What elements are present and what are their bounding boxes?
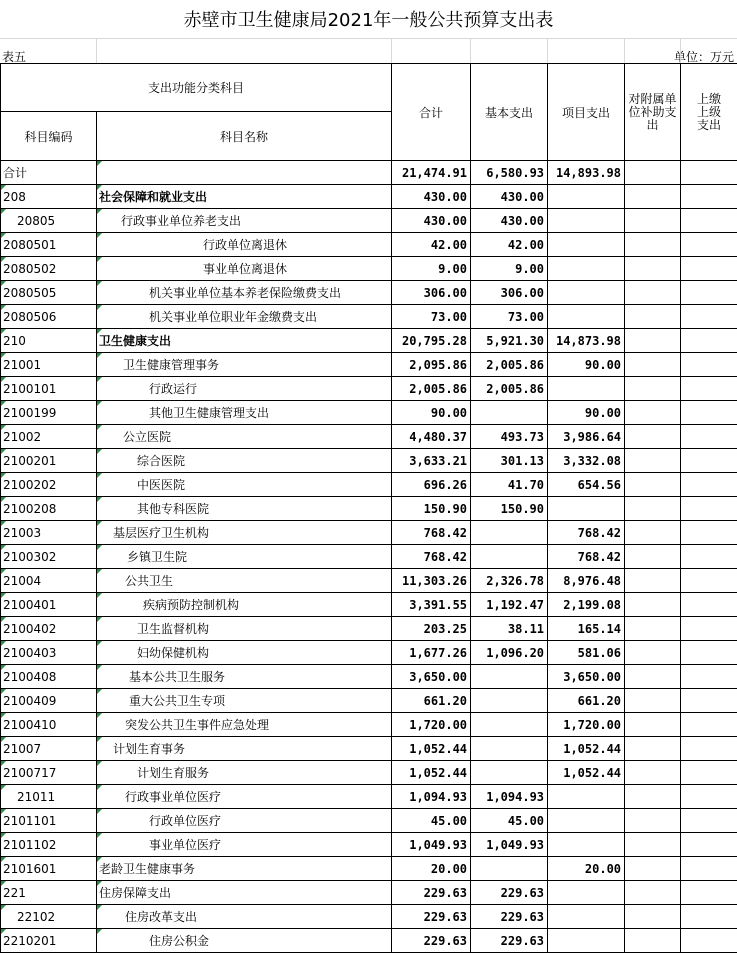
table-row (1, 377, 737, 401)
cell-code: 2080502 (1, 257, 97, 281)
cell-name: 住房公积金 (97, 929, 392, 953)
table-row (1, 737, 737, 761)
cell-name: 行政单位离退休 (97, 233, 392, 257)
cell-upper (681, 617, 737, 641)
table-row (1, 833, 737, 857)
cell-subsidy (625, 401, 681, 425)
cell-total: 4,480.37 (392, 425, 471, 449)
cell-total: 1,720.00 (392, 713, 471, 737)
table-row (1, 281, 737, 305)
cell-upper (681, 209, 737, 233)
cell-project: 20.00 (548, 857, 625, 881)
cell-subsidy (625, 593, 681, 617)
cell-total: 45.00 (392, 809, 471, 833)
cell-code: 2101102 (1, 833, 97, 857)
table-row (1, 401, 737, 425)
cell-upper (681, 281, 737, 305)
cell-total: 2,095.86 (392, 353, 471, 377)
table-row (1, 809, 737, 833)
cell-name: 重大公共卫生专项 (97, 689, 392, 713)
header-code: 科目编码 (1, 112, 97, 161)
cell-project (548, 305, 625, 329)
cell-code: 2100401 (1, 593, 97, 617)
cell-subsidy (625, 929, 681, 953)
cell-upper (681, 737, 737, 761)
cell-upper (681, 761, 737, 785)
cell-project (548, 185, 625, 209)
cell-total: 20,795.28 (392, 329, 471, 353)
header-basic: 基本支出 (471, 64, 548, 161)
cell-name: 基层医疗卫生机构 (97, 521, 392, 545)
cell-name: 住房改革支出 (97, 905, 392, 929)
grid-line (96, 38, 97, 64)
cell-project: 581.06 (548, 641, 625, 665)
cell-project (548, 905, 625, 929)
cell-basic: 6,580.93 (471, 161, 548, 185)
cell-upper (681, 545, 737, 569)
cell-upper (681, 833, 737, 857)
cell-code: 2100402 (1, 617, 97, 641)
cell-code: 2100202 (1, 473, 97, 497)
cell-project: 3,332.08 (548, 449, 625, 473)
header-upper (681, 64, 737, 161)
cell-basic (471, 545, 548, 569)
cell-code: 2100410 (1, 713, 97, 737)
unit-label: 单位：万元 (673, 50, 734, 64)
cell-project: 768.42 (548, 545, 625, 569)
cell-code: 2080505 (1, 281, 97, 305)
cell-subsidy (625, 641, 681, 665)
cell-subsidy (625, 761, 681, 785)
cell-project: 1,052.44 (548, 737, 625, 761)
cell-project: 3,986.64 (548, 425, 625, 449)
cell-total: 229.63 (392, 905, 471, 929)
cell-upper (681, 929, 737, 953)
cell-total: 1,052.44 (392, 737, 471, 761)
cell-name: 乡镇卫生院 (97, 545, 392, 569)
cell-basic: 73.00 (471, 305, 548, 329)
table-row (1, 593, 737, 617)
cell-basic: 150.90 (471, 497, 548, 521)
cell-total: 90.00 (392, 401, 471, 425)
cell-name: 基本公共卫生服务 (97, 665, 392, 689)
cell-project: 661.20 (548, 689, 625, 713)
cell-subsidy (625, 881, 681, 905)
cell-code: 210 (1, 329, 97, 353)
cell-subsidy (625, 569, 681, 593)
cell-subsidy (625, 545, 681, 569)
cell-upper (681, 641, 737, 665)
header-name: 科目名称 (97, 112, 392, 161)
subtitle-row (0, 38, 737, 64)
cell-total: 1,677.26 (392, 641, 471, 665)
cell-basic: 1,049.93 (471, 833, 548, 857)
table-row (1, 305, 737, 329)
cell-project (548, 881, 625, 905)
cell-project: 8,976.48 (548, 569, 625, 593)
grid-line (547, 38, 548, 64)
cell-subsidy (625, 497, 681, 521)
cell-code: 21002 (1, 425, 97, 449)
table-number: 表五 (2, 50, 27, 64)
cell-upper (681, 809, 737, 833)
header-category: 支出功能分类科目 (1, 64, 392, 112)
cell-upper (681, 401, 737, 425)
cell-total: 661.20 (392, 689, 471, 713)
cell-upper (681, 425, 737, 449)
cell-basic: 229.63 (471, 905, 548, 929)
header-subsidy-text: 对附属单位补助支出 (628, 91, 677, 132)
grid-line (470, 38, 471, 64)
cell-upper (681, 689, 737, 713)
cell-total: 11,303.26 (392, 569, 471, 593)
cell-basic: 1,096.20 (471, 641, 548, 665)
cell-basic (471, 761, 548, 785)
cell-name: 行政事业单位医疗 (97, 785, 392, 809)
cell-project (548, 209, 625, 233)
cell-basic: 229.63 (471, 929, 548, 953)
cell-code: 2100201 (1, 449, 97, 473)
cell-subsidy (625, 425, 681, 449)
table-row (1, 929, 737, 953)
cell-total: 696.26 (392, 473, 471, 497)
cell-code: 2100208 (1, 497, 97, 521)
cell-name: 事业单位医疗 (97, 833, 392, 857)
cell-basic: 9.00 (471, 257, 548, 281)
cell-project (548, 785, 625, 809)
cell-subsidy (625, 449, 681, 473)
cell-upper (681, 521, 737, 545)
cell-project (548, 929, 625, 953)
table-row (1, 713, 737, 737)
table-row (1, 497, 737, 521)
cell-basic: 2,005.86 (471, 353, 548, 377)
cell-basic (471, 521, 548, 545)
cell-basic: 1,192.47 (471, 593, 548, 617)
cell-project (548, 833, 625, 857)
cell-subsidy (625, 281, 681, 305)
cell-project (548, 377, 625, 401)
cell-name: 公共卫生 (97, 569, 392, 593)
table-row (1, 473, 737, 497)
cell-name: 住房保障支出 (97, 881, 392, 905)
cell-project (548, 497, 625, 521)
cell-subsidy (625, 329, 681, 353)
table-row (1, 161, 737, 185)
cell-project (548, 257, 625, 281)
table-row (1, 209, 737, 233)
cell-subsidy (625, 833, 681, 857)
cell-name: 妇幼保健机构 (97, 641, 392, 665)
cell-subsidy (625, 233, 681, 257)
cell-total: 768.42 (392, 521, 471, 545)
cell-code: 2100403 (1, 641, 97, 665)
cell-subsidy (625, 521, 681, 545)
cell-basic: 2,005.86 (471, 377, 548, 401)
cell-upper (681, 377, 737, 401)
table-row (1, 881, 737, 905)
cell-upper (681, 353, 737, 377)
table-row (1, 569, 737, 593)
cell-name: 其他卫生健康管理支出 (97, 401, 392, 425)
cell-total: 73.00 (392, 305, 471, 329)
sheet-title: 赤壁市卫生健康局2021年一般公共预算支出表 (0, 0, 737, 39)
table-row (1, 617, 737, 641)
cell-total: 150.90 (392, 497, 471, 521)
cell-basic: 5,921.30 (471, 329, 548, 353)
cell-project: 14,873.98 (548, 329, 625, 353)
cell-name: 公立医院 (97, 425, 392, 449)
header-project: 项目支出 (548, 64, 625, 161)
cell-code: 21011 (1, 785, 97, 809)
grid-line (391, 38, 392, 64)
cell-upper (681, 881, 737, 905)
cell-name: 行政运行 (97, 377, 392, 401)
cell-name: 其他专科医院 (97, 497, 392, 521)
cell-upper (681, 665, 737, 689)
cell-name: 中医医院 (97, 473, 392, 497)
table-body (1, 161, 737, 953)
header-total: 合计 (392, 64, 471, 161)
cell-upper (681, 233, 737, 257)
cell-subsidy (625, 617, 681, 641)
cell-total: 1,049.93 (392, 833, 471, 857)
cell-code: 合计 (1, 161, 97, 185)
cell-total: 768.42 (392, 545, 471, 569)
cell-project: 165.14 (548, 617, 625, 641)
table-row (1, 785, 737, 809)
cell-total: 1,052.44 (392, 761, 471, 785)
cell-subsidy (625, 185, 681, 209)
cell-name: 计划生育事务 (97, 737, 392, 761)
cell-code: 21004 (1, 569, 97, 593)
cell-code: 2101101 (1, 809, 97, 833)
cell-name: 疾病预防控制机构 (97, 593, 392, 617)
cell-basic: 1,094.93 (471, 785, 548, 809)
cell-total: 1,094.93 (392, 785, 471, 809)
cell-name: 卫生健康支出 (97, 329, 392, 353)
cell-upper (681, 569, 737, 593)
cell-project: 1,052.44 (548, 761, 625, 785)
cell-project: 14,893.98 (548, 161, 625, 185)
cell-project (548, 809, 625, 833)
cell-upper (681, 593, 737, 617)
cell-code: 2100101 (1, 377, 97, 401)
table-row (1, 233, 737, 257)
cell-subsidy (625, 305, 681, 329)
cell-name: 行政事业单位养老支出 (97, 209, 392, 233)
cell-code: 22102 (1, 905, 97, 929)
cell-subsidy (625, 809, 681, 833)
cell-total: 229.63 (392, 881, 471, 905)
cell-project (548, 281, 625, 305)
cell-basic: 229.63 (471, 881, 548, 905)
cell-upper (681, 857, 737, 881)
cell-total: 3,633.21 (392, 449, 471, 473)
header-subsidy (625, 64, 681, 161)
cell-subsidy (625, 473, 681, 497)
table-row (1, 329, 737, 353)
cell-basic: 430.00 (471, 185, 548, 209)
cell-upper (681, 713, 737, 737)
cell-code: 21003 (1, 521, 97, 545)
cell-subsidy (625, 257, 681, 281)
cell-upper (681, 449, 737, 473)
cell-project: 2,199.08 (548, 593, 625, 617)
cell-basic: 2,326.78 (471, 569, 548, 593)
cell-name: 老龄卫生健康事务 (97, 857, 392, 881)
cell-basic: 493.73 (471, 425, 548, 449)
cell-code: 2100717 (1, 761, 97, 785)
table-row (1, 857, 737, 881)
grid-line (680, 38, 681, 64)
cell-code: 2100408 (1, 665, 97, 689)
cell-basic: 430.00 (471, 209, 548, 233)
cell-total: 9.00 (392, 257, 471, 281)
cell-upper (681, 257, 737, 281)
table-row (1, 689, 737, 713)
cell-subsidy (625, 353, 681, 377)
cell-total: 229.63 (392, 929, 471, 953)
cell-subsidy (625, 737, 681, 761)
cell-name (97, 161, 392, 185)
cell-basic (471, 665, 548, 689)
cell-code: 2100409 (1, 689, 97, 713)
cell-upper (681, 329, 737, 353)
cell-basic: 301.13 (471, 449, 548, 473)
cell-upper (681, 473, 737, 497)
cell-basic (471, 689, 548, 713)
cell-project: 90.00 (548, 401, 625, 425)
cell-subsidy (625, 905, 681, 929)
cell-code: 221 (1, 881, 97, 905)
cell-basic (471, 713, 548, 737)
cell-code: 21007 (1, 737, 97, 761)
cell-basic: 42.00 (471, 233, 548, 257)
cell-subsidy (625, 713, 681, 737)
cell-name: 计划生育服务 (97, 761, 392, 785)
cell-total: 21,474.91 (392, 161, 471, 185)
cell-basic: 41.70 (471, 473, 548, 497)
cell-subsidy (625, 785, 681, 809)
cell-total: 430.00 (392, 185, 471, 209)
cell-name: 行政单位医疗 (97, 809, 392, 833)
table-row (1, 761, 737, 785)
cell-total: 430.00 (392, 209, 471, 233)
cell-upper (681, 185, 737, 209)
cell-subsidy (625, 857, 681, 881)
cell-basic (471, 401, 548, 425)
table-row (1, 545, 737, 569)
cell-total: 203.25 (392, 617, 471, 641)
cell-code: 20805 (1, 209, 97, 233)
cell-subsidy (625, 161, 681, 185)
cell-project: 768.42 (548, 521, 625, 545)
cell-code: 2210201 (1, 929, 97, 953)
cell-project: 1,720.00 (548, 713, 625, 737)
cell-upper (681, 497, 737, 521)
cell-total: 2,005.86 (392, 377, 471, 401)
table-row (1, 521, 737, 545)
cell-code: 2100302 (1, 545, 97, 569)
table-row (1, 257, 737, 281)
cell-code: 2101601 (1, 857, 97, 881)
table-row (1, 185, 737, 209)
cell-code: 2080501 (1, 233, 97, 257)
cell-subsidy (625, 377, 681, 401)
cell-upper (681, 785, 737, 809)
cell-total: 20.00 (392, 857, 471, 881)
cell-project (548, 233, 625, 257)
budget-table (0, 63, 737, 953)
cell-upper (681, 305, 737, 329)
cell-code: 208 (1, 185, 97, 209)
table-row (1, 425, 737, 449)
cell-project: 654.56 (548, 473, 625, 497)
cell-subsidy (625, 689, 681, 713)
cell-upper (681, 905, 737, 929)
cell-name: 卫生监督机构 (97, 617, 392, 641)
cell-name: 综合医院 (97, 449, 392, 473)
cell-basic (471, 857, 548, 881)
cell-subsidy (625, 209, 681, 233)
cell-basic: 45.00 (471, 809, 548, 833)
cell-basic: 38.11 (471, 617, 548, 641)
grid-line (624, 38, 625, 64)
cell-project: 3,650.00 (548, 665, 625, 689)
cell-total: 306.00 (392, 281, 471, 305)
cell-basic: 306.00 (471, 281, 548, 305)
cell-total: 3,391.55 (392, 593, 471, 617)
cell-name: 突发公共卫生事件应急处理 (97, 713, 392, 737)
cell-code: 21001 (1, 353, 97, 377)
cell-subsidy (625, 665, 681, 689)
cell-name: 社会保障和就业支出 (97, 185, 392, 209)
table-row (1, 905, 737, 929)
cell-basic (471, 737, 548, 761)
cell-project: 90.00 (548, 353, 625, 377)
header-upper-text: 上缴上级支出 (697, 91, 722, 132)
table-row (1, 641, 737, 665)
table-row (1, 665, 737, 689)
cell-total: 3,650.00 (392, 665, 471, 689)
cell-upper (681, 161, 737, 185)
table-row (1, 449, 737, 473)
cell-name: 事业单位离退休 (97, 257, 392, 281)
cell-code: 2080506 (1, 305, 97, 329)
cell-name: 机关事业单位职业年金缴费支出 (97, 305, 392, 329)
cell-name: 卫生健康管理事务 (97, 353, 392, 377)
table-row (1, 353, 737, 377)
cell-code: 2100199 (1, 401, 97, 425)
cell-name: 机关事业单位基本养老保险缴费支出 (97, 281, 392, 305)
cell-total: 42.00 (392, 233, 471, 257)
